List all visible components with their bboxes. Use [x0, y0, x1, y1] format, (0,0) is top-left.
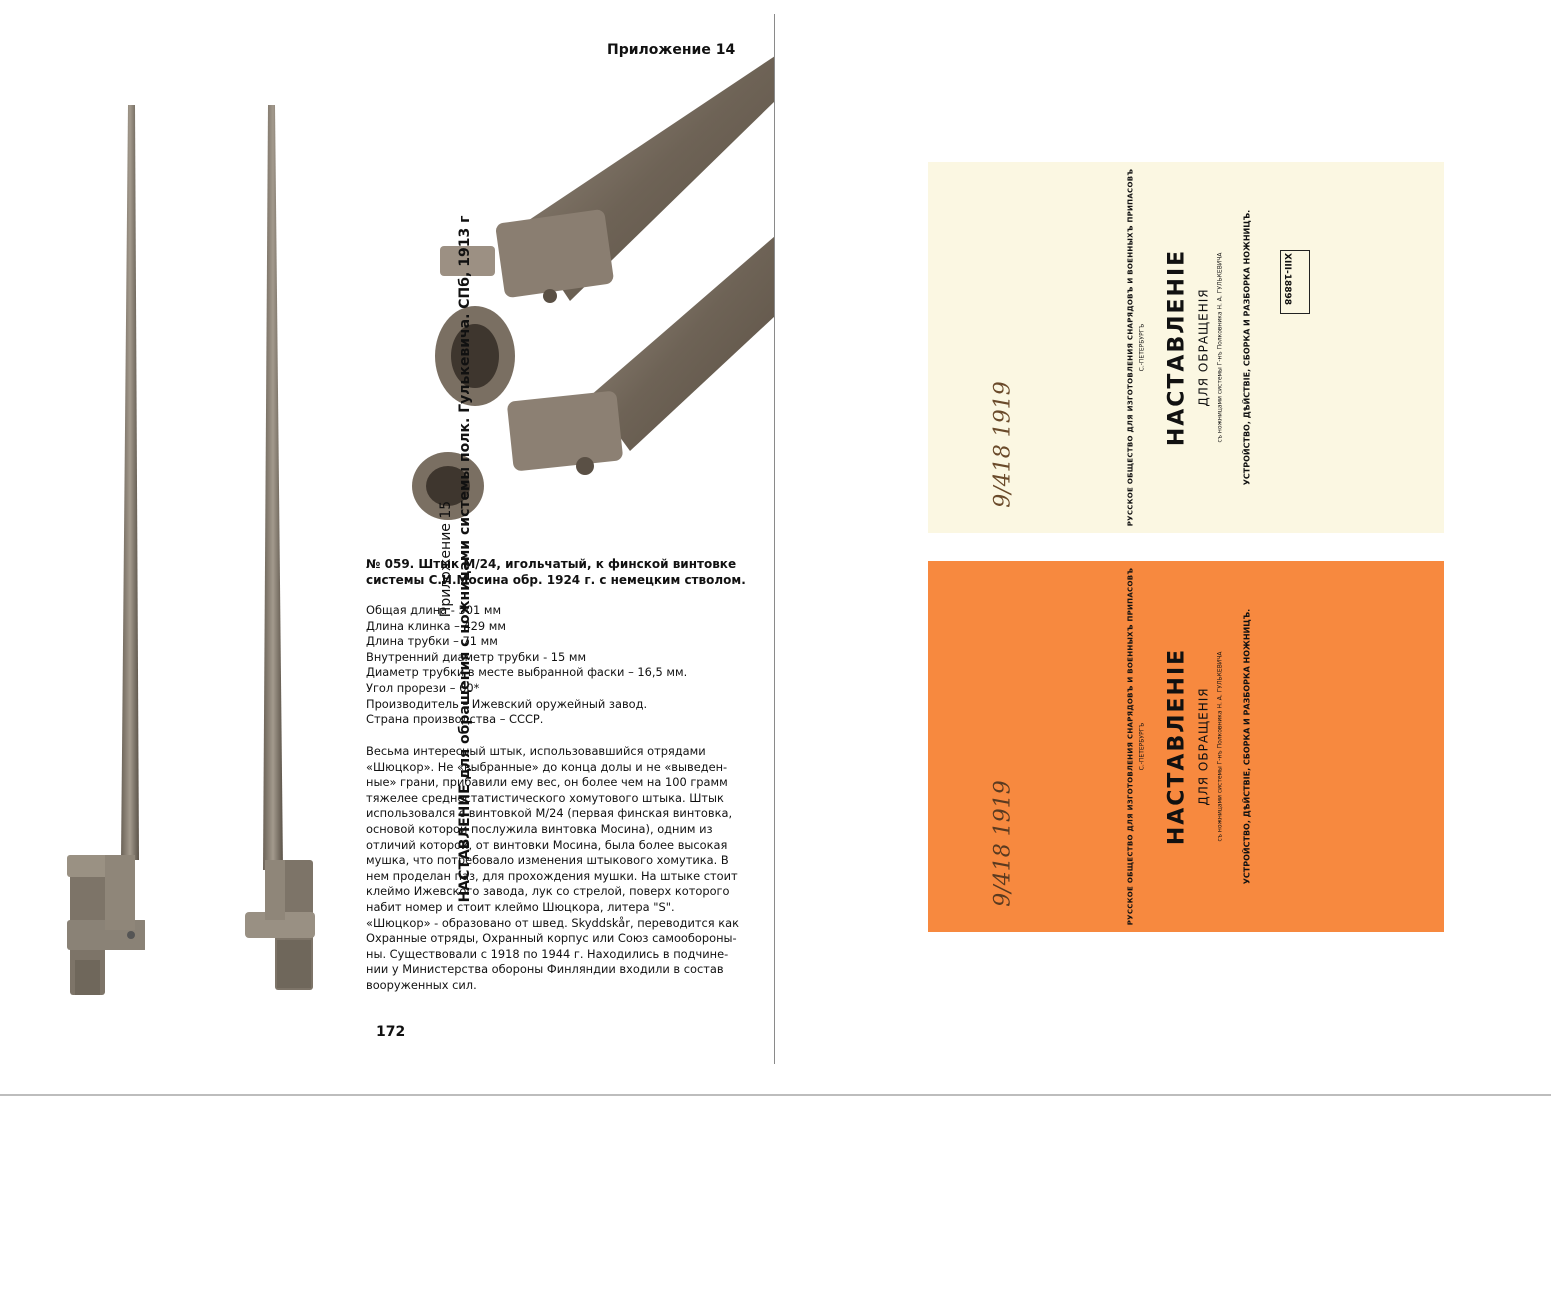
bayonet-full-view-photo	[55, 100, 145, 1000]
cover-city: С.-ПЕТЕРБУРГЪ	[1138, 323, 1146, 372]
description-line: вооруженных сил.	[366, 977, 477, 992]
spec-item: Внутренний диаметр трубки - 15 мм	[366, 649, 587, 664]
cover-description: съ ножницами системы Г-нъ Полковника Н. А. ГУЛЬКЕВИЧА	[1216, 651, 1224, 842]
description-line: использовался с винтовкой М/24 (первая финская винтовка,	[366, 806, 733, 821]
appendix-15-label: Приложение 15	[438, 500, 454, 618]
description-line: ны. Существовали с 1918 по 1944 г. Находились в подчине-	[366, 946, 729, 961]
description-line: нии у Министерства обороны Финляндии входили в состав	[366, 962, 724, 977]
description-line: набит номер и стоит клеймо Шюцкора, литера "S".	[366, 899, 675, 914]
appendix-15-caption	[437, 0, 497, 1309]
library-stamp	[1280, 250, 1310, 314]
cover-publisher: РУССКОЕ ОБЩЕСТВО ДЛЯ ИЗГОТОВЛЕНИЯ СНАРЯДОВЪ И ВОЕННЫХЪ ПРИПАСОВЪ	[1126, 567, 1135, 926]
cover-title: НАСТАВЛЕНIЕ	[1164, 647, 1190, 846]
spec-item: Длина клинка – 429 мм	[366, 618, 506, 633]
stamp-number: XIII-18898	[1282, 253, 1292, 306]
spec-item: Длина трубки – 71 мм	[366, 634, 498, 649]
appendix-14-label: Приложение 14	[607, 42, 736, 58]
cover-text-block	[1113, 162, 1260, 533]
left-page	[0, 0, 775, 1098]
spec-list	[366, 603, 761, 728]
cover-description: съ ножницами системы Г-нъ Полковника Н. А. ГУЛЬКЕВИЧА	[1216, 252, 1224, 443]
cover-city: С.-ПЕТЕРБУРГЪ	[1138, 722, 1146, 771]
item-title	[366, 556, 746, 588]
manual-cover-scan-orange	[928, 561, 1444, 932]
cover-publisher: РУССКОЕ ОБЩЕСТВО ДЛЯ ИЗГОТОВЛЕНИЯ СНАРЯДОВЪ И ВОЕННЫХЪ ПРИПАСОВЪ	[1126, 168, 1135, 527]
page-number: 172	[376, 1024, 406, 1040]
appendix-15-title: НАСТАВЛЕНИЕ для обращения с ножницами системы полк. Гулькевича. СПб, 1913 г	[457, 215, 473, 903]
handwritten-note: 9/418 1919	[990, 381, 1016, 508]
bayonet-side-view-photo	[235, 100, 345, 1000]
description-paragraph	[366, 744, 761, 994]
bottom-border	[0, 1094, 1551, 1096]
book-spine-divider	[774, 14, 775, 1064]
spec-item: Диаметр трубки в месте выбранной фаски – 16,5 мм.	[366, 665, 688, 680]
cover-subtitle: ДЛЯ ОБРАЩЕНIЯ	[1196, 687, 1211, 806]
description-line: отличий которой, от винтовки Мосина, была более высокая	[366, 837, 728, 852]
description-line: «Шюцкор». Не «выбранные» до конца долы и не «выведен-	[366, 759, 728, 774]
cover-text-block	[1113, 561, 1260, 932]
cover-contents: УСТРОЙСТВО, ДѢЙСТВІЕ, СБОРКА И РАЗБОРКА НОЖНИЦЪ.	[1242, 209, 1252, 486]
cover-subtitle: ДЛЯ ОБРАЩЕНIЯ	[1196, 288, 1211, 407]
cover-title: НАСТАВЛЕНIЕ	[1164, 248, 1190, 447]
description-line: Весьма интересный штык, использовавшийся отрядами	[366, 744, 706, 758]
item-title-line: № 059. Штык М/24, игольчатый, к финской винтовке	[366, 557, 737, 571]
description-line: тяжелее среднестатистического хомутового штыка. Штык	[366, 790, 724, 805]
description-line: ные» грани, прибавили ему вес, он более чем на 100 грамм	[366, 775, 728, 790]
description-line: основой которой послужила винтовка Мосина), одним из	[366, 821, 713, 836]
manual-cover-scan-cream	[928, 162, 1444, 533]
spec-item: Производитель – Ижевский оружейный завод.	[366, 696, 648, 711]
spec-item: Общая длина - 501 мм	[366, 603, 502, 617]
description-line: «Шюцкор» - образовано от швед. Skyddskår, переводится как	[366, 915, 739, 930]
description-line: нем проделан паз, для прохождения мушки. На штыке стоит	[366, 868, 738, 883]
cover-contents: УСТРОЙСТВО, ДѢЙСТВІЕ, СБОРКА И РАЗБОРКА НОЖНИЦЪ.	[1242, 608, 1252, 885]
spec-item: Угол прорези – 60*	[366, 680, 480, 695]
description-line: клеймо Ижевского завода, лук со стрелой, поверх которого	[366, 884, 730, 899]
description-line: мушка, что потребовало изменения штыкового хомутика. В	[366, 853, 729, 868]
item-title-line: системы С.И.Мосина обр. 1924 г. с немецким стволом.	[366, 573, 746, 587]
description-line: Охранные отряды, Охранный корпус или Союз самообороны-	[366, 931, 737, 946]
spec-item: Страна производства – СССР.	[366, 712, 544, 727]
handwritten-note: 9/418 1919	[990, 780, 1016, 907]
